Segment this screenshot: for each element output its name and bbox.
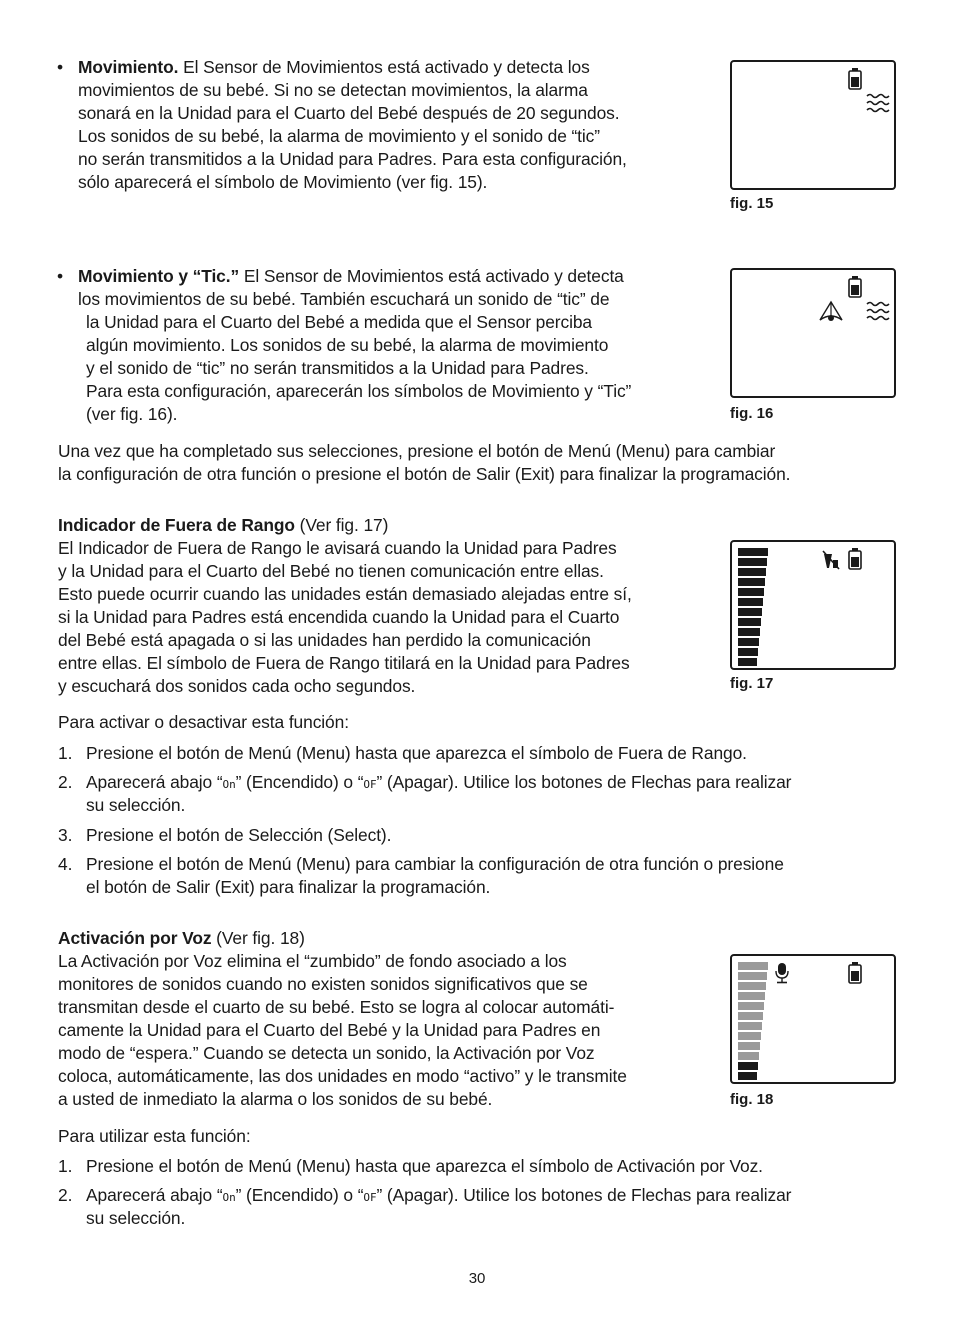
off-lcd-text: OF	[363, 778, 377, 791]
section2-line-4: algún movimiento. Los sonidos de su bebé, la alarma de movimiento	[86, 335, 609, 355]
sound-level-bars	[738, 962, 768, 1080]
voice-line-3: transmitan desde el cuarto de su bebé. Esto se logra al colocar automáti-	[58, 997, 615, 1017]
section2-line-6: Para esta configuración, aparecerán los símbolos de Movimiento y “Tic”	[86, 381, 632, 401]
step-number: 2.	[58, 772, 73, 792]
section2-bold: Movimiento y “Tic.”	[78, 266, 240, 286]
section2-line-7: (ver fig. 16).	[86, 404, 178, 424]
range-line-6: entre ellas. El símbolo de Fuera de Rango titilará en la Unidad para Padres	[58, 653, 630, 673]
section1-bold: Movimiento.	[78, 57, 179, 77]
range-line-3: Esto puede ocurrir cuando las unidades están demasiado alejadas entre sí,	[58, 584, 632, 604]
voice-line-2: monitores de sonidos cuando no existen sonidos significativos que se	[58, 974, 588, 994]
fig17-lcd-display	[730, 540, 896, 670]
range-heading: Indicador de Fuera de Rango (Ver fig. 17)	[58, 515, 389, 535]
section2-line-2: los movimientos de su bebé. También escuchará un sonido de “tic” de	[78, 289, 610, 309]
para-after-line-2: la configuración de otra función o presione el botón de Salir (Exit) para finalizar la programación.	[58, 464, 791, 484]
fig18-caption: fig. 18	[730, 1091, 774, 1108]
voice-step-2-cont: su selección.	[86, 1208, 186, 1228]
range-step-2: Aparecerá abajo “On” (Encendido) o “OF” (Apagar). Utilice los botones de Flechas para realizar	[86, 772, 792, 792]
range-line-1: El Indicador de Fuera de Rango le avisará cuando la Unidad para Padres	[58, 538, 617, 558]
voice-intro: Para utilizar esta función:	[58, 1126, 251, 1146]
fig18-lcd-display	[730, 954, 896, 1084]
microphone-icon	[774, 962, 790, 984]
range-step-4: Presione el botón de Menú (Menu) para cambiar la configuración de otra función o presione	[86, 854, 784, 874]
fig17-caption: fig. 17	[730, 675, 774, 692]
step-number: 1.	[58, 1156, 73, 1176]
section2-line-5: y el sonido de “tic” no serán transmitidos a la Unidad para Padres.	[86, 358, 589, 378]
voice-line-5: modo de “espera.” Cuando se detecta un sonido, la Activación por Voz	[58, 1043, 595, 1063]
voice-line-6: coloca, automáticamente, las dos unidades en modo “activo” y le transmite	[58, 1066, 627, 1086]
on-lcd-text: On	[222, 778, 236, 791]
para-after-line-1: Una vez que ha completado sus selecciones, presione el botón de Menú (Menu) para cambiar	[58, 441, 776, 461]
motion-waves-icon	[865, 92, 891, 114]
fig16-lcd-display	[730, 268, 896, 398]
battery-icon	[848, 276, 862, 298]
range-step-3: Presione el botón de Selección (Select).	[86, 825, 392, 845]
voice-line-7: a usted de inmediato la alarma o los sonidos de su bebé.	[58, 1089, 493, 1109]
section2-line-3: la Unidad para el Cuarto del Bebé a medida que el Sensor perciba	[86, 312, 592, 332]
range-step-4-cont: el botón de Salir (Exit) para finalizar la programación.	[86, 877, 491, 897]
section1-line-1: Movimiento. El Sensor de Movimientos está activado y detecta los	[78, 57, 590, 77]
section2-line-1: Movimiento y “Tic.” El Sensor de Movimientos está activado y detecta	[78, 266, 624, 286]
section1-line-5: no serán transmitidos a la Unidad para Padres. Para esta configuración,	[78, 149, 627, 169]
voice-line-1: La Activación por Voz elimina el “zumbido” de fondo asociado a los	[58, 951, 567, 971]
section1-line-3: sonará en la Unidad para el Cuarto del Bebé después de 20 segundos.	[78, 103, 620, 123]
battery-icon	[848, 68, 862, 90]
range-line-5: del Bebé está apagada o si las unidades han perdido la comunicación	[58, 630, 591, 650]
range-step-2-cont: su selección.	[86, 795, 186, 815]
out-of-range-icon	[822, 550, 840, 570]
fig15-lcd-display	[730, 60, 896, 190]
range-line-7: y escuchará dos sonidos cada ocho segundos.	[58, 676, 416, 696]
step-number: 3.	[58, 825, 73, 845]
fig15-caption: fig. 15	[730, 195, 774, 212]
voice-heading: Activación por Voz (Ver fig. 18)	[58, 928, 305, 948]
battery-icon	[848, 962, 862, 984]
range-step-1: Presione el botón de Menú (Menu) hasta que aparezca el símbolo de Fuera de Rango.	[86, 743, 747, 763]
range-intro: Para activar o desactivar esta función:	[58, 712, 349, 732]
battery-icon	[848, 548, 862, 570]
tic-icon	[818, 300, 844, 324]
step-number: 4.	[58, 854, 73, 874]
voice-step-2: Aparecerá abajo “On” (Encendido) o “OF” (Apagar). Utilice los botones de Flechas para realizar	[86, 1185, 792, 1205]
range-line-4: si la Unidad para Padres está encendida cuando la Unidad para el Cuarto	[58, 607, 620, 627]
bullet: •	[57, 57, 63, 77]
on-lcd-text: On	[222, 1191, 236, 1204]
fig16-caption: fig. 16	[730, 405, 774, 422]
off-lcd-text: OF	[363, 1191, 377, 1204]
section1-line-2: movimientos de su bebé. Si no se detectan movimientos, la alarma	[78, 80, 588, 100]
bullet: •	[57, 266, 63, 286]
step-number: 1.	[58, 743, 73, 763]
step-number: 2.	[58, 1185, 73, 1205]
section1-line-4: Los sonidos de su bebé, la alarma de movimiento y el sonido de “tic”	[78, 126, 600, 146]
page-number: 30	[468, 1270, 486, 1287]
section1-line-6: sólo aparecerá el símbolo de Movimiento (ver fig. 15).	[78, 172, 488, 192]
voice-line-4: camente la Unidad para el Cuarto del Bebé y la Unidad para Padres en	[58, 1020, 601, 1040]
range-line-2: y la Unidad para el Cuarto del Bebé no tienen comunicación entre ellas.	[58, 561, 604, 581]
signal-level-bars	[738, 548, 768, 666]
motion-waves-icon	[865, 300, 891, 322]
voice-step-1: Presione el botón de Menú (Menu) hasta que aparezca el símbolo de Activación por Voz.	[86, 1156, 763, 1176]
